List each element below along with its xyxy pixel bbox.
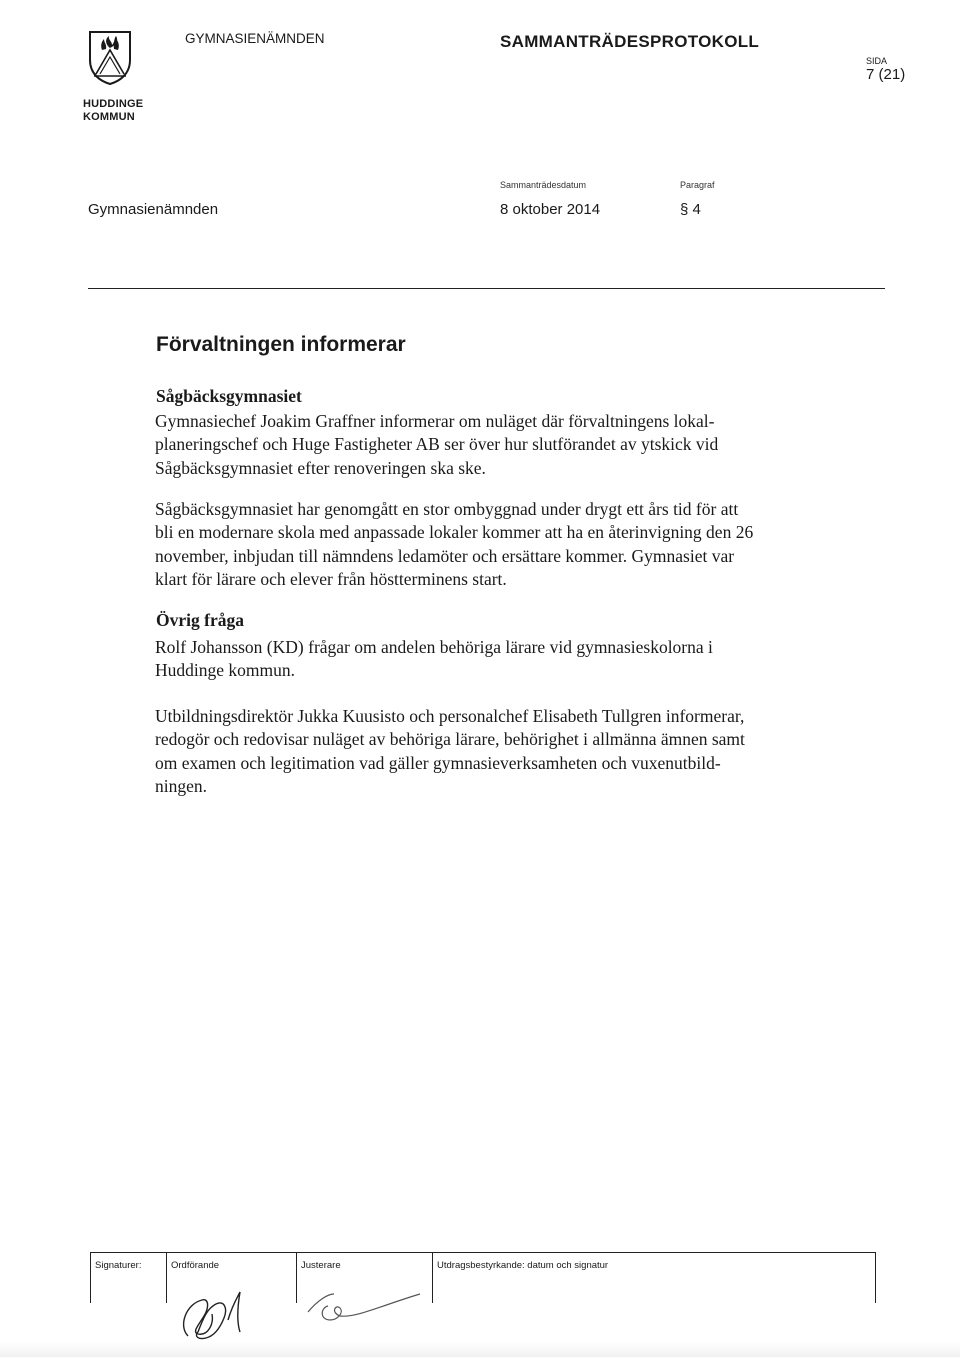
municipality-logo — [88, 30, 132, 86]
chair-signature-cell: Ordförande — [166, 1253, 296, 1303]
adjuster-handwritten-signature — [300, 1288, 430, 1328]
scan-bottom-edge — [0, 1342, 960, 1357]
extract-certification-cell: Utdragsbestyrkande: datum och signatur — [432, 1253, 876, 1303]
header-divider — [88, 288, 885, 289]
committee-name: GYMNASIENÄMNDEN — [185, 31, 325, 46]
date-label: Sammanträdesdatum — [500, 180, 587, 190]
page-title: Förvaltningen informerar — [156, 333, 406, 356]
page-label: SIDA — [866, 56, 888, 66]
meeting-date: 8 oktober 2014 — [500, 201, 601, 218]
paragraph-2: Sågbäcksgymnasiet har genomgått en stor ombyggnad under drygt ett års tid för att bli en modernare skola med anpassade lokaler kommer att ha en återinvigning den 26 november, inbjudan till nämndens ledamöter och ersättare kommer. Gymnasiet var klart för lärare och elever från höstterminens start. — [155, 499, 754, 590]
chair-handwritten-signature — [168, 1286, 258, 1344]
section-heading-ovrig-fraga: Övrig fråga — [156, 610, 244, 630]
coat-of-arms-icon — [88, 30, 132, 86]
paragraph-1: Gymnasiechef Joakim Graffner informerar om nuläget där förvaltningens lokal- planeringschef och Huge Fastigheter AB ser över hur slutförandet av ytskick vid Sågbäcksgymnasiet efter renoveringen ska ske. — [155, 411, 719, 478]
section-heading-sagbacksgymnasiet: Sågbäcksgymnasiet — [156, 386, 302, 406]
paragraph-label: Paragraf — [680, 180, 715, 190]
document-type: SAMMANTRÄDESPROTOKOLL — [500, 32, 760, 51]
page-number: 7 (21) — [866, 66, 906, 83]
municipality-name: HUDDINGE KOMMUN — [83, 98, 144, 123]
signatures-label: Signaturer: — [90, 1253, 166, 1303]
paragraph-4: Utbildningsdirektör Jukka Kuusisto och personalchef Elisabeth Tullgren informerar, redogör och redovisar nuläget av behöriga lärare, behörighet i allmänna ämnen samt om examen och legitimation vad gäller gymnasieverksamheten och vuxenutbild- ningen. — [155, 706, 745, 797]
paragraph-3: Rolf Johansson (KD) frågar om andelen behöriga lärare vid gymnasieskolorna i Huddinge kommun. — [155, 637, 713, 681]
adjuster-signature-cell: Justerare — [296, 1253, 432, 1303]
paragraph-number: § 4 — [680, 201, 701, 218]
meeting-body: Gymnasienämnden — [88, 201, 219, 218]
